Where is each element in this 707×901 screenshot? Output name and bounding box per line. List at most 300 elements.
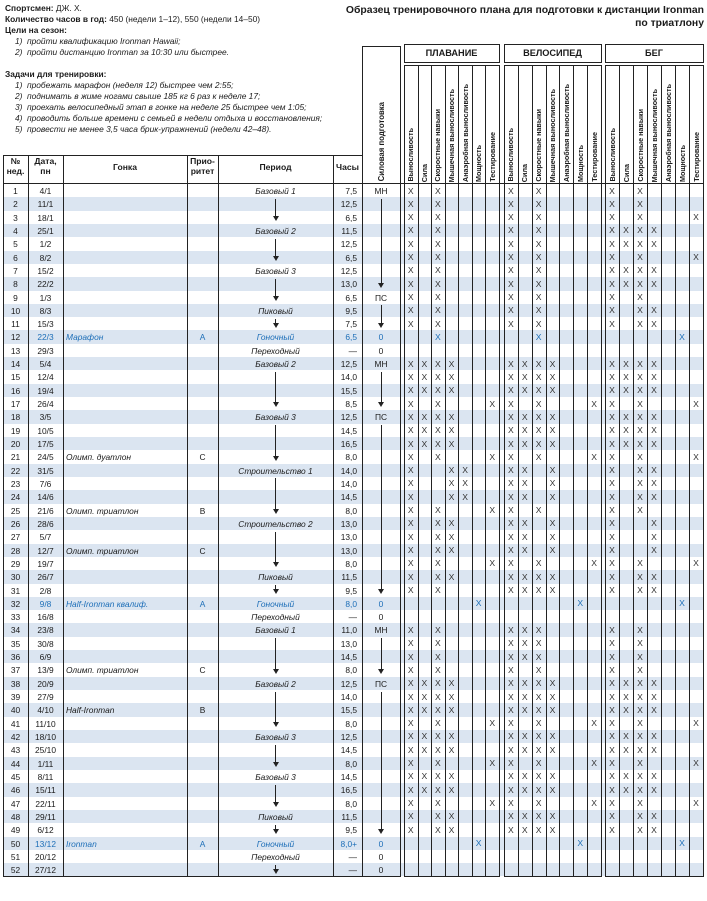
x-mark: X (623, 371, 629, 382)
x-mark: X (508, 758, 514, 769)
period-arrow-head (273, 802, 279, 807)
x-mark: X (521, 385, 528, 396)
period-cell: Гоночный (256, 332, 295, 343)
x-mark: X (535, 305, 542, 316)
ability-column-header-label: Сила (621, 163, 631, 182)
ability-column-header (689, 66, 703, 182)
x-mark: X (549, 438, 556, 449)
x-mark: X (651, 238, 657, 249)
period-cell: Базовый 3 (255, 412, 296, 423)
x-mark: X (577, 598, 584, 609)
x-mark: X (508, 425, 514, 436)
week-number-cell: 2 (13, 199, 18, 210)
week-number-cell: 18 (10, 412, 21, 423)
strength-arrow-head (378, 589, 384, 594)
task-number: 2) (15, 91, 23, 101)
x-mark: X (521, 358, 528, 369)
x-mark: X (535, 385, 542, 396)
x-mark: X (508, 624, 514, 635)
x-mark: X (637, 185, 643, 196)
date-cell: 22/2 (37, 279, 54, 290)
x-mark: X (651, 771, 657, 782)
period-cell: Базовый 2 (255, 225, 296, 236)
race-cell: Марафон (66, 332, 104, 343)
hours-cell: 6,5 (345, 212, 357, 223)
task-number: 5) (15, 124, 23, 134)
x-mark: X (651, 371, 657, 382)
hours-cell: 8,0 (345, 798, 357, 809)
x-mark: X (508, 798, 514, 809)
x-mark: X (637, 252, 643, 263)
hours-cell: 11,5 (341, 572, 357, 583)
x-mark: X (435, 704, 441, 715)
x-mark: X (435, 758, 441, 769)
x-mark: X (549, 784, 556, 795)
goal-number: 1) (15, 36, 23, 46)
ability-column-header (404, 66, 418, 182)
x-mark: X (535, 238, 542, 249)
grid-vline (675, 65, 676, 876)
x-mark: X (549, 731, 556, 742)
week-number-cell: 41 (10, 718, 21, 729)
x-mark: X (623, 704, 629, 715)
x-mark: X (609, 518, 615, 529)
x-mark: X (535, 731, 542, 742)
x-mark: X (637, 505, 643, 516)
ability-column-header-label: Скоростные навыки (534, 109, 544, 182)
x-mark: X (435, 238, 441, 249)
x-mark: X (407, 704, 414, 715)
period-cell: Пиковый (258, 811, 293, 822)
ability-column-header-label: Тестирование (691, 132, 701, 182)
x-mark: X (489, 758, 496, 769)
priority-cell: A (199, 598, 206, 609)
period-cell: Базовый 1 (255, 186, 296, 196)
x-mark: X (535, 651, 542, 662)
week-number-cell: 35 (10, 638, 21, 649)
x-mark: X (521, 585, 528, 595)
x-mark: X (508, 225, 514, 236)
date-cell: 1/3 (39, 292, 52, 303)
hours-cell: 6,5 (345, 252, 357, 263)
hours-cell: 6,5 (345, 332, 357, 343)
race-cell: Ironman (66, 838, 97, 849)
x-mark: X (508, 185, 514, 196)
x-mark: X (535, 824, 542, 835)
period-arrow-line (275, 638, 276, 669)
week-number-cell: 30 (10, 572, 21, 583)
x-mark: X (535, 438, 542, 449)
x-mark: X (508, 451, 514, 462)
x-mark: X (508, 784, 514, 795)
x-mark: X (521, 425, 528, 436)
x-mark: X (609, 438, 615, 449)
race-cell: Half-Ironman квалиф. (66, 598, 149, 609)
x-mark: X (651, 531, 657, 542)
race-cell: Олимп. триатлон (66, 665, 139, 676)
ability-column-header-label: Мощность (575, 144, 585, 182)
x-mark: X (549, 744, 556, 755)
x-mark: X (508, 212, 514, 223)
week-number-cell: 52 (10, 865, 21, 876)
x-mark: X (637, 305, 643, 316)
x-mark: X (637, 704, 643, 715)
x-mark: X (609, 278, 615, 289)
ability-column-header (675, 66, 689, 182)
x-mark: X (508, 558, 514, 569)
x-mark: X (623, 278, 629, 289)
x-mark: X (535, 318, 542, 329)
x-mark: X (508, 305, 514, 316)
x-mark: X (609, 811, 615, 822)
ability-column-header (605, 66, 619, 182)
x-mark: X (407, 438, 414, 449)
x-mark: X (521, 624, 528, 635)
x-mark: X (637, 558, 643, 569)
x-mark: X (637, 624, 643, 635)
x-mark: X (609, 731, 615, 742)
x-mark: X (609, 238, 615, 249)
period-arrow-head (273, 296, 279, 301)
period-arrow-head (273, 402, 279, 407)
x-mark: X (508, 678, 514, 689)
date-cell: 5/4 (39, 359, 52, 370)
x-mark: X (637, 691, 643, 702)
period-cell: Гоночный (256, 838, 295, 849)
x-mark: X (508, 318, 514, 329)
period-cell: Гоночный (256, 598, 295, 609)
x-mark: X (521, 478, 528, 489)
season-goals-label: Цели на сезон: (5, 25, 67, 35)
ability-column-header (518, 66, 532, 182)
x-mark: X (407, 744, 414, 755)
x-mark: X (435, 558, 441, 569)
period-cell: Базовый 3 (255, 265, 296, 276)
hours-cell: 8,5 (345, 399, 357, 410)
x-mark: X (651, 265, 657, 276)
x-mark: X (535, 225, 542, 236)
x-mark: X (435, 638, 441, 649)
period-cell: Строительство 1 (238, 465, 313, 476)
x-mark: X (407, 318, 414, 329)
x-mark: X (407, 358, 414, 369)
x-mark: X (421, 411, 428, 422)
x-mark: X (407, 198, 414, 209)
x-mark: X (609, 411, 615, 422)
priority-cell: A (199, 332, 206, 343)
week-number-cell: 45 (10, 771, 21, 782)
x-mark: X (679, 331, 685, 342)
x-mark: X (448, 385, 455, 396)
column-header-period: Период (259, 162, 292, 172)
strength-cell: МН (374, 359, 388, 370)
x-mark: X (637, 491, 643, 502)
column-header-priority-l1: Прио- (190, 156, 215, 166)
x-mark: X (549, 691, 556, 702)
x-mark: X (435, 651, 441, 662)
x-mark: X (549, 358, 556, 369)
date-cell: 13/9 (37, 665, 54, 676)
x-mark: X (421, 358, 428, 369)
x-mark: X (489, 718, 496, 729)
x-mark: X (609, 465, 615, 476)
x-mark: X (651, 305, 657, 316)
grid-vline (63, 155, 64, 876)
week-number-cell: 3 (13, 212, 18, 223)
date-cell: 22/11 (35, 798, 56, 809)
date-cell: 12/4 (37, 372, 54, 383)
x-mark: X (623, 225, 629, 236)
x-mark: X (549, 425, 556, 436)
x-mark: X (421, 731, 428, 742)
x-mark: X (623, 411, 629, 422)
x-mark: X (609, 784, 615, 795)
x-mark: X (609, 571, 615, 582)
x-mark: X (609, 212, 615, 223)
hours-cell: 16,5 (340, 785, 357, 796)
priority-cell: A (199, 838, 206, 849)
hours-cell: 14,0 (340, 692, 357, 703)
x-mark: X (623, 771, 629, 782)
x-mark: X (435, 278, 441, 289)
date-cell: 26/7 (37, 572, 54, 583)
x-mark: X (521, 824, 528, 835)
hours-cell: 16,5 (340, 439, 357, 450)
x-mark: X (435, 292, 441, 303)
period-arrow-line (275, 372, 276, 403)
x-mark: X (407, 731, 414, 742)
x-mark: X (637, 438, 643, 449)
athlete-label: Спортсмен: (5, 3, 54, 13)
x-mark: X (421, 678, 428, 689)
training-tasks-label: Задачи для тренировки: (5, 69, 107, 79)
x-mark: X (535, 664, 542, 675)
strength-cell: ПС (374, 292, 388, 303)
x-mark: X (462, 491, 468, 502)
x-mark: X (421, 784, 428, 795)
x-mark: X (637, 225, 643, 236)
x-mark: X (637, 731, 643, 742)
ability-column-header-label: Тестирование (487, 132, 497, 182)
x-mark: X (508, 545, 514, 556)
ability-column-header (532, 66, 546, 182)
week-number-cell: 46 (10, 785, 21, 796)
x-mark: X (489, 798, 496, 809)
period-arrow-head (273, 562, 279, 567)
x-mark: X (407, 265, 414, 276)
sport-group-title: БЕГ (645, 48, 663, 58)
race-cell: Олимп. триатлон (66, 545, 139, 556)
period-cell: Переходный (251, 345, 300, 356)
x-mark: X (693, 718, 699, 729)
x-mark: X (693, 758, 699, 769)
x-mark: X (609, 198, 615, 209)
x-mark: X (448, 478, 455, 489)
strength-arrow-head (378, 402, 384, 407)
x-mark: X (435, 505, 441, 516)
hours-cell: 12,5 (340, 412, 357, 423)
x-mark: X (508, 718, 514, 729)
x-mark: X (435, 318, 441, 329)
hours-cell: 8,0 (345, 665, 357, 676)
x-mark: X (435, 784, 441, 795)
hours-cell: 7,5 (345, 319, 357, 330)
x-mark: X (435, 411, 441, 422)
x-mark: X (535, 811, 542, 822)
task-text: пробежать марафон (неделя 12) быстрее чем 2:55; (27, 80, 234, 90)
x-mark: X (421, 425, 428, 436)
date-cell: 13/12 (35, 838, 56, 849)
x-mark: X (448, 744, 455, 755)
hours-cell: 14,0 (340, 372, 357, 383)
strength-cell: 0 (378, 345, 384, 356)
ability-column-header-label: Мышечная выносливость (649, 88, 659, 182)
hours-cell: 11,0 (341, 625, 357, 636)
week-number-cell: 39 (10, 692, 21, 703)
hours-cell: — (348, 865, 357, 876)
x-mark: X (407, 691, 414, 702)
ability-column-header (546, 66, 560, 182)
x-mark: X (508, 585, 514, 595)
ability-column-header (647, 66, 661, 182)
x-mark: X (435, 731, 441, 742)
x-mark: X (637, 238, 643, 249)
date-cell: 8/11 (37, 771, 54, 782)
x-mark: X (637, 811, 643, 822)
x-mark: X (475, 838, 482, 849)
x-mark: X (508, 491, 514, 502)
x-mark: X (521, 651, 528, 662)
x-mark: X (508, 478, 514, 489)
x-mark: X (549, 571, 556, 582)
x-mark: X (651, 478, 657, 489)
x-mark: X (448, 571, 455, 582)
priority-cell: B (199, 705, 206, 716)
x-mark: X (535, 718, 542, 729)
x-mark: X (609, 545, 615, 556)
x-mark: X (521, 678, 528, 689)
x-mark: X (508, 651, 514, 662)
ability-column-header-label: Мощность (677, 144, 687, 182)
grid-vline (187, 155, 188, 876)
period-arrow-line (275, 745, 276, 762)
task-number: 1) (15, 80, 23, 90)
task-text: поднимать в жиме ногами свыше 185 кг 6 раз к неделе 17; (27, 91, 261, 101)
x-mark: X (407, 531, 414, 542)
period-cell: Базовый 3 (255, 771, 296, 782)
ability-column-header-label: Анаэробная выносливость (460, 84, 470, 182)
date-cell: 1/2 (39, 239, 52, 250)
x-mark: X (407, 638, 414, 649)
priority-cell: C (199, 665, 206, 676)
x-mark: X (421, 691, 428, 702)
ability-column-header (485, 66, 499, 182)
column-header-date-l2: пн (40, 165, 51, 176)
x-mark: X (637, 371, 643, 382)
date-cell: 26/4 (37, 399, 54, 410)
strength-arrow-line (381, 692, 382, 829)
x-mark: X (407, 571, 414, 582)
x-mark: X (508, 664, 514, 675)
x-mark: X (435, 585, 441, 595)
x-mark: X (435, 545, 441, 556)
period-arrow-head (273, 869, 279, 874)
hours-cell: 14,5 (340, 745, 357, 756)
x-mark: X (407, 798, 414, 809)
x-mark: X (651, 824, 657, 835)
x-mark: X (448, 678, 455, 689)
x-mark: X (609, 451, 615, 462)
x-mark: X (508, 811, 514, 822)
x-mark: X (508, 704, 514, 715)
period-cell: Базовый 1 (255, 625, 296, 636)
x-mark: X (693, 451, 699, 462)
x-mark: X (609, 624, 615, 635)
x-mark: X (407, 784, 414, 795)
x-mark: X (591, 758, 597, 769)
date-cell: 22/3 (37, 332, 54, 343)
x-mark: X (521, 571, 528, 582)
ability-column-header-label: Сила (520, 163, 530, 182)
x-mark: X (609, 225, 615, 236)
period-arrow-line (275, 425, 276, 456)
x-mark: X (651, 225, 657, 236)
ability-column-header (431, 66, 445, 182)
date-cell: 8/3 (39, 305, 52, 316)
x-mark: X (609, 318, 615, 329)
x-mark: X (421, 371, 428, 382)
column-header-race: Гонка (113, 162, 137, 172)
x-mark: X (407, 518, 414, 529)
week-number-cell: 24 (10, 492, 21, 503)
x-mark: X (609, 798, 615, 809)
strength-arrow-head (378, 669, 384, 674)
week-number-cell: 17 (10, 399, 21, 410)
x-mark: X (448, 704, 455, 715)
x-mark: X (651, 811, 657, 822)
grid-vline (472, 65, 473, 876)
x-mark: X (651, 744, 657, 755)
week-number-cell: 5 (13, 239, 18, 250)
x-mark: X (535, 198, 542, 209)
ability-column-header-label: Анаэробная выносливость (561, 84, 571, 182)
ability-column-header-label: Анаэробная выносливость (663, 84, 673, 182)
x-mark: X (623, 385, 629, 396)
period-cell: Строительство 2 (238, 518, 313, 529)
x-mark: X (407, 505, 414, 516)
week-number-cell: 26 (10, 518, 21, 529)
x-mark: X (508, 505, 514, 516)
x-mark: X (535, 678, 542, 689)
x-mark: X (651, 585, 657, 595)
x-mark: X (651, 491, 657, 502)
x-mark: X (609, 358, 615, 369)
date-cell: 19/7 (37, 558, 54, 569)
x-mark: X (508, 638, 514, 649)
x-mark: X (407, 771, 414, 782)
x-mark: X (435, 371, 441, 382)
hours-cell: — (348, 612, 357, 623)
date-cell: 28/6 (37, 518, 54, 529)
strength-cell: 0 (378, 851, 384, 862)
x-mark: X (448, 438, 455, 449)
strength-arrow-line (381, 425, 382, 589)
period-arrow-head (273, 589, 279, 594)
strength-arrow-line (381, 372, 382, 403)
ability-column-header (472, 66, 486, 182)
column-header-date-l1: Дата, (34, 156, 57, 166)
task-number: 3) (15, 102, 23, 112)
